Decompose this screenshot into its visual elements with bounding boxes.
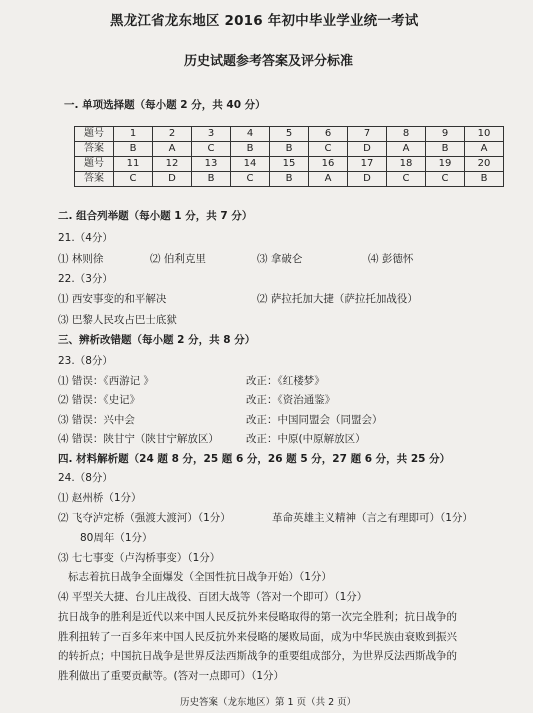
table-cell: B [231, 142, 270, 157]
table-cell: 13 [192, 157, 231, 172]
table-cell: D [348, 172, 387, 187]
q24-paragraph-line-3: 的转折点；中国抗日战争是世界反法西斯战争的重要组成部分，为世界反法西斯战争的 [58, 650, 457, 662]
table-cell: 11 [114, 157, 153, 172]
table-cell: 7 [348, 127, 387, 142]
table-cell: 1 [114, 127, 153, 142]
q22-item-3: ⑶ 巴黎人民攻占巴士底狱 [58, 314, 177, 326]
q21-item-3: ⑶ 拿破仑 [257, 253, 303, 265]
q22-item-1: ⑴ 西安事变的和平解决 [58, 293, 167, 305]
table-cell: 16 [309, 157, 348, 172]
q24-answer-4: ⑷ 平型关大捷、台儿庄战役、百团大战等（答对一个即可）（1分） [58, 591, 368, 603]
table-cell: D [153, 172, 192, 187]
q23-error-3: ⑶ 错误：兴中会 [58, 414, 135, 426]
q24-paragraph-line-2: 胜利扭转了一百多年来中国人民反抗外来侵略的屡败局面，成为中华民族由衰败到振兴 [58, 631, 457, 643]
table-row [75, 172, 504, 187]
table-cell: B [270, 172, 309, 187]
q24-answer-3b: 标志着抗日战争全面爆发（全国性抗日战争开始）（1分） [68, 571, 332, 583]
document-title: 黑龙江省龙东地区 2016 年初中毕业学业统一考试 [110, 13, 419, 29]
choice-answer-table [74, 126, 504, 187]
q23-fix-1: 改正：《红楼梦》 [246, 375, 325, 387]
table-cell: C [114, 172, 153, 187]
table-cell: 8 [387, 127, 426, 142]
table-cell: A [153, 142, 192, 157]
table-cell: 15 [270, 157, 309, 172]
table-cell: B [465, 172, 504, 187]
q24-paragraph-line-1: 抗日战争的胜利是近代以来中国人民反抗外来侵略取得的第一次完全胜利；抗日战争的 [58, 611, 457, 623]
q23-error-2: ⑵ 错误：《史记》 [58, 394, 141, 406]
table-cell: B [114, 142, 153, 157]
table-cell: 9 [426, 127, 465, 142]
table-cell: B [270, 142, 309, 157]
table-cell: C [309, 142, 348, 157]
table-row [75, 157, 504, 172]
table-cell: 14 [231, 157, 270, 172]
table-cell: B [426, 142, 465, 157]
q24-answer-1: ⑴ 赵州桥（1分） [58, 492, 142, 504]
q24-paragraph-line-4: 胜利做出了重要贡献等。(答对一点即可）（1分） [58, 670, 285, 682]
question-21-label: 21.（4分） [58, 232, 113, 244]
q21-item-2: ⑵ 伯利克里 [150, 253, 206, 265]
table-header-cell: 题号 [75, 157, 114, 172]
q23-fix-2: 改正：《资治通鉴》 [246, 394, 336, 406]
question-24-label: 24.（8分） [58, 472, 113, 484]
table-cell: B [192, 172, 231, 187]
q23-error-4: ⑷ 错误：陕甘宁（陕甘宁解放区） [58, 433, 219, 445]
table-row [75, 142, 504, 157]
table-cell: C [387, 172, 426, 187]
q22-item-2: ⑵ 萨拉托加大捷（萨拉托加战役） [257, 293, 418, 305]
document-subtitle: 历史试题参考答案及评分标准 [184, 54, 354, 69]
q24-answer-2b: 革命英雄主义精神（言之有理即可）（1分） [272, 512, 473, 524]
table-row [75, 127, 504, 142]
table-cell: C [426, 172, 465, 187]
q23-fix-4: 改正：中原(中原解放区） [246, 433, 366, 445]
table-cell: A [465, 142, 504, 157]
table-cell: 12 [153, 157, 192, 172]
table-cell: 6 [309, 127, 348, 142]
table-cell: 3 [192, 127, 231, 142]
table-header-cell: 答案 [75, 142, 114, 157]
q24-answer-2c: 80周年（1分） [80, 532, 153, 544]
table-cell: A [387, 142, 426, 157]
question-23-label: 23.（8分） [58, 355, 113, 367]
table-header-cell: 题号 [75, 127, 114, 142]
section1-heading: 一. 单项选择题（每小题 2 分，共 40 分） [64, 99, 266, 111]
table-cell: D [348, 142, 387, 157]
table-cell: 5 [270, 127, 309, 142]
table-header-cell: 答案 [75, 172, 114, 187]
q23-fix-3: 改正：中国同盟会（同盟会） [246, 414, 383, 426]
q24-answer-2a: ⑵ 飞夺泸定桥（强渡大渡河）（1分） [58, 512, 231, 524]
section3-heading: 三、辨析改错题（每小题 2 分，共 8 分） [58, 334, 256, 346]
table-cell: A [309, 172, 348, 187]
table-cell: 2 [153, 127, 192, 142]
section2-heading: 二. 组合列举题（每小题 1 分，共 7 分） [58, 210, 253, 222]
table-cell: C [231, 172, 270, 187]
q24-answer-3: ⑶ 七七事变（卢沟桥事变）（1分） [58, 552, 221, 564]
table-cell: C [192, 142, 231, 157]
table-cell: 10 [465, 127, 504, 142]
q21-item-1: ⑴ 林则徐 [58, 253, 104, 265]
table-cell: 18 [387, 157, 426, 172]
table-cell: 19 [426, 157, 465, 172]
table-cell: 17 [348, 157, 387, 172]
page-footer: 历史答案（龙东地区）第 1 页（共 2 页） [180, 697, 357, 708]
section4-heading: 四. 材料解析题（24 题 8 分，25 题 6 分，26 题 5 分，27 题 6 分，共 25 分） [58, 453, 451, 465]
table-cell: 4 [231, 127, 270, 142]
table-cell: 20 [465, 157, 504, 172]
q23-error-1: ⑴ 错误：《西游记 》 [58, 375, 154, 387]
q21-item-4: ⑷ 彭德怀 [368, 253, 414, 265]
question-22-label: 22.（3分） [58, 273, 113, 285]
